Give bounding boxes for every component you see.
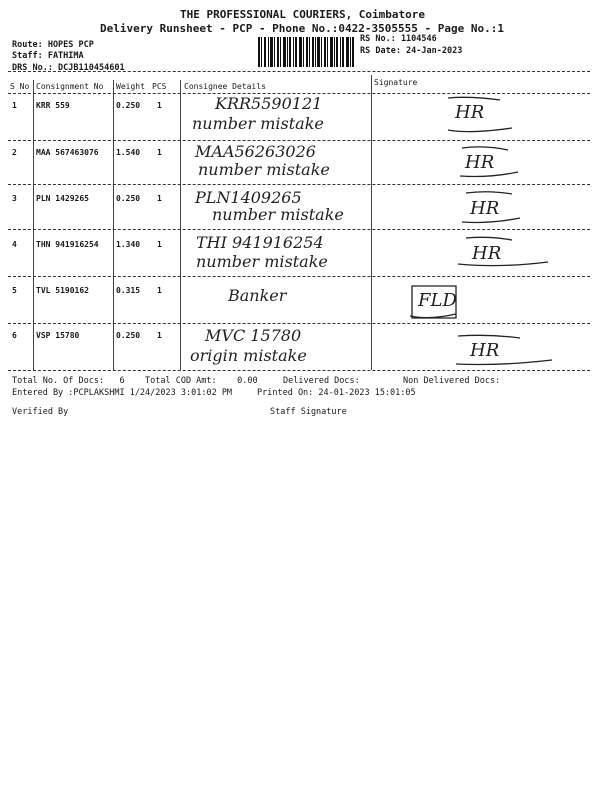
row5-consignment: TVL 5190162 — [36, 286, 89, 295]
staff-signature: Staff Signature — [270, 407, 347, 417]
staff-label: Staff: FATHIMA — [12, 51, 84, 61]
non-delivered-docs: Non Delivered Docs: — [403, 376, 501, 386]
row6-handwritten-number: MVC 15780 — [205, 326, 302, 345]
row3-consignment: PLN 1429265 — [36, 194, 89, 203]
row3-sno: 3 — [12, 194, 17, 203]
row5-handwritten-note: Banker — [228, 286, 287, 305]
row4-handwritten-number: THI 941916254 — [196, 233, 324, 252]
row1-sno: 1 — [12, 101, 17, 110]
row2-sno: 2 — [12, 148, 17, 157]
row1-handwritten-number: KRR5590121 — [215, 94, 323, 113]
runsheet-subtitle: Delivery Runsheet - PCP - Phone No.:0422-3505555 - Page No.:1 — [100, 22, 504, 35]
col-consignment: Consignment No — [36, 82, 104, 91]
row1-signature: HR — [455, 102, 485, 123]
row5-weight: 0.315 — [116, 286, 141, 295]
row6-sno: 6 — [12, 331, 17, 340]
col-pcs: PCS — [152, 82, 167, 91]
row5-signature: FLD — [418, 290, 457, 311]
row2-signature: HR — [465, 152, 495, 173]
entered-by: Entered By :PCPLAKSHMI 1/24/2023 3:01:02 PM — [12, 388, 233, 398]
total-cod: Total COD Amt: 0.00 — [145, 376, 258, 386]
row4-consignment: THN 941916254 — [36, 240, 99, 249]
row6-handwritten-note: origin mistake — [190, 346, 307, 365]
row6-weight: 0.250 — [116, 331, 141, 340]
printed-on: Printed On: 24-01-2023 15:01:05 — [257, 388, 416, 398]
row6-pcs: 1 — [157, 331, 162, 340]
col-weight: Weight — [116, 82, 145, 91]
row4-sno: 4 — [12, 240, 17, 249]
total-docs: Total No. Of Docs: 6 — [12, 376, 125, 386]
row4-weight: 1.340 — [116, 240, 141, 249]
col-sno: S No — [10, 82, 30, 91]
row3-handwritten-note: number mistake — [212, 205, 344, 224]
drs-number: DRS No.: DCJB110454601 — [12, 63, 125, 73]
row5-sno: 5 — [12, 286, 17, 295]
row6-consignment: VSP 15780 — [36, 331, 80, 340]
verified-by: Verified By — [12, 407, 69, 417]
row3-handwritten-number: PLN1409265 — [195, 188, 302, 207]
row1-consignment: KRR 559 — [36, 101, 70, 110]
row1-weight: 0.250 — [116, 101, 141, 110]
row3-signature: HR — [470, 198, 500, 219]
row4-handwritten-note: number mistake — [196, 252, 328, 271]
row3-weight: 0.250 — [116, 194, 141, 203]
row1-handwritten-note: number mistake — [192, 114, 324, 133]
row1-pcs: 1 — [157, 101, 162, 110]
delivered-docs: Delivered Docs: — [283, 376, 360, 386]
col-consignee: Consignee Details — [184, 82, 266, 91]
row2-handwritten-number: MAA56263026 — [195, 142, 316, 161]
col-signature: Signature — [374, 78, 418, 87]
row4-pcs: 1 — [157, 240, 162, 249]
route-label: Route: HOPES PCP — [12, 40, 94, 50]
row2-weight: 1.540 — [116, 148, 141, 157]
row4-signature: HR — [472, 243, 502, 264]
row2-consignment: MAA 567463076 — [36, 148, 99, 157]
rs-date: RS Date: 24-Jan-2023 — [360, 46, 463, 56]
row5-pcs: 1 — [157, 286, 162, 295]
row6-signature: HR — [470, 340, 500, 361]
row3-pcs: 1 — [157, 194, 162, 203]
rs-number: RS No.: 1104546 — [360, 34, 437, 44]
row2-handwritten-note: number mistake — [198, 160, 330, 179]
row2-pcs: 1 — [157, 148, 162, 157]
company-title: THE PROFESSIONAL COURIERS, Coimbatore — [180, 8, 426, 21]
